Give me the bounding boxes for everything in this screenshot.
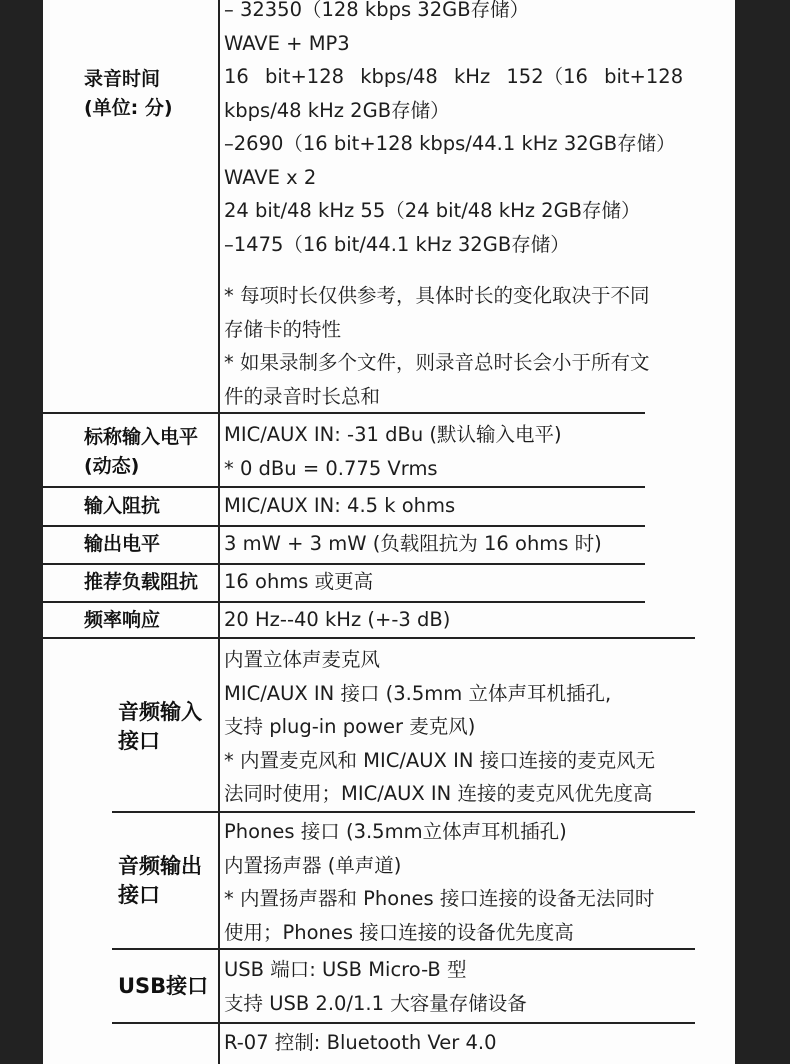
- spec-line: 内置立体声麦克风: [224, 648, 381, 671]
- row-header-usb: USB接口: [118, 974, 209, 998]
- audio-output-values: [224, 815, 654, 949]
- spec-line: 16 bit+128 kbps/48 kHz 152（16 bit+128: [224, 65, 684, 88]
- spec-line: MIC/AUX IN: -31 dBu (默认输入电平): [224, 423, 562, 446]
- note-line: 存储卡的特性: [224, 317, 342, 341]
- row-header-load-impedance: 推荐负载阻抗: [84, 571, 199, 593]
- spec-line: WAVE + MP3: [224, 31, 350, 55]
- spec-line: – 32350（128 kbps 32GB存储）: [224, 0, 530, 21]
- spec-line: 法同时使用；MIC/AUX IN 连接的麦克风优先度高: [224, 782, 653, 805]
- spec-line: kbps/48 kHz 2GB存储）: [224, 98, 450, 122]
- recording-time-values: [224, 0, 683, 261]
- load-impedance-value: 16 ohms 或更高: [224, 570, 374, 593]
- right-margin: [735, 0, 790, 1064]
- control-values: [224, 1026, 497, 1060]
- spec-line: * 内置扬声器和 Phones 接口连接的设备无法同时: [224, 887, 655, 910]
- spec-line: 24 bit/48 kHz 55（24 bit/48 kHz 2GB存储）: [224, 199, 641, 222]
- row-divider: [43, 637, 695, 639]
- spec-line: R-07 控制: Bluetooth Ver 4.0: [224, 1031, 497, 1054]
- row-divider: [112, 1022, 695, 1024]
- row-divider: [112, 811, 695, 813]
- recording-time-notes: [224, 279, 649, 413]
- spec-line: USB 端口: USB Micro-B 型: [224, 958, 467, 981]
- spec-line: 使用；Phones 接口连接的设备优先度高: [224, 920, 574, 944]
- frequency-response-value: 20 Hz--40 kHz (+-3 dB): [224, 608, 451, 631]
- audio-input-values: [224, 643, 655, 811]
- row-header-input-impedance: 输入阻抗: [84, 495, 161, 517]
- row-header-nominal-input: 标称输入电平 (动态): [84, 426, 199, 477]
- spec-line: 内置扬声器 (单声道): [224, 853, 402, 877]
- spec-line: –2690（16 bit+128 kbps/44.1 kHz 32GB存储）: [224, 132, 676, 155]
- spec-line: * 内置麦克风和 MIC/AUX IN 接口连接的麦克风无: [224, 748, 656, 772]
- note-line: * 如果录制多个文件，则录音总时长会小于所有文: [224, 351, 650, 374]
- note-line: 件的录音时长总和: [224, 384, 381, 408]
- usb-values: [224, 953, 527, 1020]
- spec-line: 支持 USB 2.0/1.1 大容量存储设备: [224, 991, 527, 1015]
- row-header-audio-input: 音频输入 接口: [118, 700, 202, 753]
- note-line: * 每项时长仅供参考，具体时长的变化取决于不同: [224, 284, 650, 307]
- column-divider: [218, 0, 220, 1064]
- row-divider: [43, 486, 645, 488]
- spec-sheet: [43, 0, 735, 1064]
- spec-line: * 0 dBu = 0.775 Vrms: [224, 456, 438, 480]
- nominal-input-values: [224, 418, 562, 485]
- spec-line: –1475（16 bit/44.1 kHz 32GB存储）: [224, 232, 570, 256]
- spec-line: MIC/AUX IN 接口 (3.5mm 立体声耳机插孔,: [224, 681, 612, 705]
- output-level-value: 3 mW + 3 mW (负载阻抗为 16 ohms 时): [224, 532, 602, 555]
- row-header-output-level: 输出电平: [84, 533, 161, 555]
- row-header-audio-output: 音频输出 接口: [118, 854, 202, 907]
- spec-line: WAVE x 2: [224, 165, 317, 189]
- row-header-recording-time: 录音时间 (单位: 分): [84, 68, 173, 119]
- left-margin: [0, 0, 43, 1064]
- input-impedance-value: MIC/AUX IN: 4.5 k ohms: [224, 494, 456, 517]
- spec-line: 支持 plug-in power 麦克风): [224, 715, 476, 738]
- spec-line: Phones 接口 (3.5mm立体声耳机插孔): [224, 820, 567, 843]
- row-header-frequency-response: 频率响应: [84, 609, 161, 631]
